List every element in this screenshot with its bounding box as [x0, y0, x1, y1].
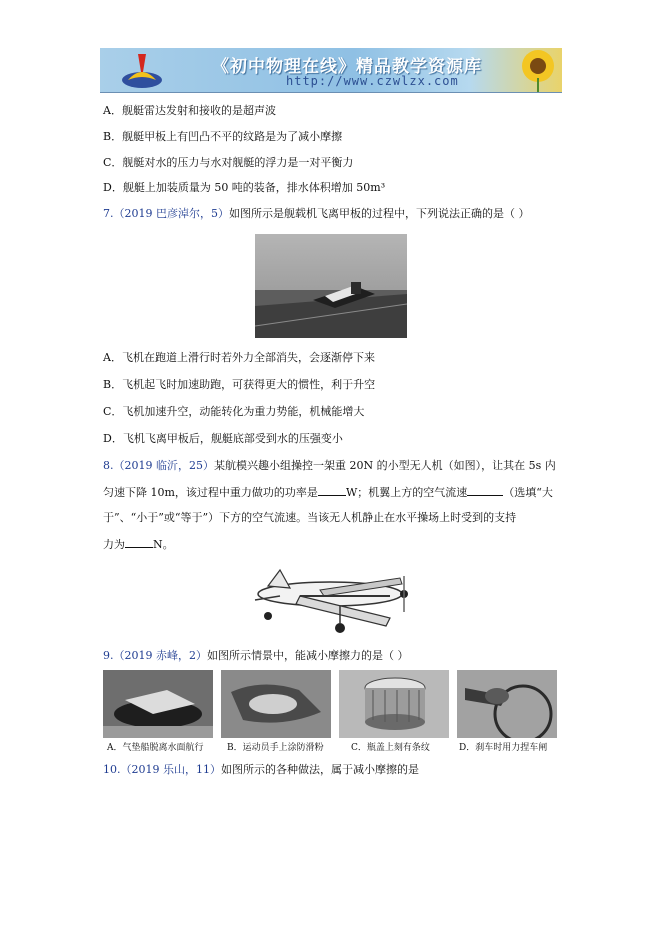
sunflower-icon: [500, 48, 560, 92]
q8-blank-power[interactable]: [318, 485, 346, 496]
question-8-line3: 于”、“小于”或“等于”）下方的空气流速。当该无人机静止在水平操场上时受到的支持: [103, 511, 517, 524]
header-title: 《初中物理在线》精品教学资源库: [212, 57, 482, 77]
drone-plane-figure: [240, 556, 415, 638]
question-8-line2: [103, 485, 553, 500]
question-10-stem: [103, 763, 419, 777]
q8-text-2b: W；机翼上方的空气流速: [345, 486, 468, 499]
header-url: http://www.czwlzx.com: [286, 74, 459, 88]
q7-option-c: C．飞机加速升空，动能转化为重力势能，机械能增大: [103, 405, 365, 418]
q8-blank-speed[interactable]: [467, 485, 503, 496]
option-b-prev: B．舰艇甲板上有凹凸不平的纹路是为了减小摩擦: [103, 130, 343, 143]
q9-text: 如图所示情景中，能减小摩擦力的是（ ）: [207, 649, 409, 662]
q10-text: 如图所示的各种做法，属于减小摩擦的是: [221, 763, 419, 776]
q9-number: 9.: [103, 649, 114, 662]
q7-option-d: D．飞机飞离甲板后，舰艇底部受到水的压强变小: [103, 432, 343, 445]
header-banner: [100, 48, 562, 93]
option-d-prev: D．舰艇上加装质量为 50 吨的装备，排水体积增加 50m³: [103, 181, 386, 194]
photo-b-gymnast: [221, 670, 331, 738]
photo-d-bike-brake: [457, 670, 557, 738]
question-8-line4: [103, 537, 174, 552]
q9-label-d: D．刹车时用力捏车闸: [459, 743, 548, 753]
q10-source: （2019 乐山，11）: [120, 763, 221, 776]
q7-option-a: A．飞机在跑道上滑行时若外力全部消失，会逐渐停下来: [103, 351, 375, 364]
q7-number: 7.: [103, 207, 114, 220]
option-c-prev: C．舰艇对水的压力与水对舰艇的浮力是一对平衡力: [103, 156, 354, 169]
site-logo-icon: [120, 50, 164, 90]
option-a-prev: A．舰艇雷达发射和接收的是超声波: [103, 104, 276, 117]
q8-blank-support[interactable]: [125, 537, 153, 548]
photo-a-hovercraft: [103, 670, 213, 738]
q8-text-2a: 匀速下降 10m，该过程中重力做功的功率是: [103, 486, 318, 499]
q7-option-b: B．飞机起飞时加速助跑，可获得更大的惯性，利于升空: [103, 378, 376, 391]
q7-text: 如图所示是舰载机飞离甲板的过程中，下列说法正确的是（ ）: [229, 207, 530, 220]
q9-option-labels: [103, 740, 557, 754]
q9-source: （2019 赤峰，2）: [113, 649, 207, 662]
friction-photos-figure: [103, 670, 557, 738]
q8-text-2c: （选填“大: [503, 486, 553, 499]
q8-source: （2019 临沂，25）: [113, 459, 214, 472]
q8-number: 8.: [103, 459, 114, 472]
q9-label-c: C．瓶盖上刻有条纹: [351, 743, 430, 753]
carrier-jet-figure: [255, 234, 407, 338]
question-7-stem: [103, 207, 530, 221]
question-8-line1: [103, 459, 556, 473]
q8-text-4b: N。: [153, 538, 174, 551]
q8-text-1: 某航模兴趣小组操控一架重 20N 的小型无人机（如图），让其在 5s 内: [214, 459, 556, 472]
q8-text-4a: 力为: [103, 538, 125, 551]
q9-label-a: A．气垫船脱离水面航行: [107, 743, 204, 753]
q10-number: 10.: [103, 763, 121, 776]
question-9-stem: [103, 649, 409, 663]
q7-source: （2019 巴彦淖尔，5）: [113, 207, 229, 220]
photo-c-bottle-cap: [339, 670, 449, 738]
q9-label-b: B．运动员手上涂防滑粉: [227, 743, 324, 753]
